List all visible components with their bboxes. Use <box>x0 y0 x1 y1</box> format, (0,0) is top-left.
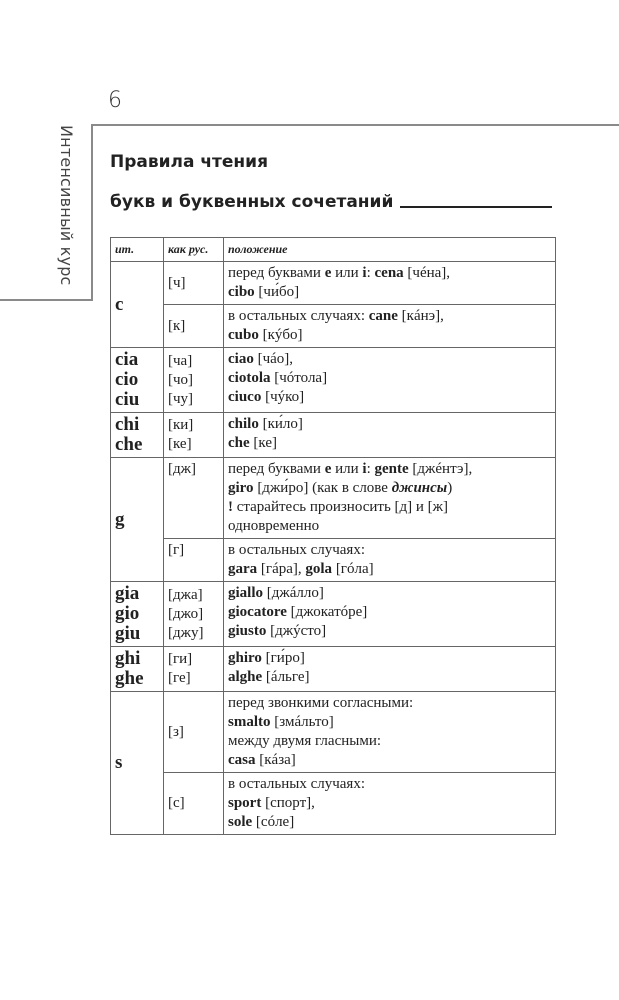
example-word: giocatore <box>228 604 287 620</box>
russian-sound: [ке] <box>168 436 192 452</box>
description-line <box>228 434 551 453</box>
description-text: [чи́бо] <box>254 284 300 300</box>
description-line <box>228 460 551 479</box>
example-word: ! <box>228 499 233 515</box>
italian-letter: c <box>115 293 124 315</box>
description-text: или <box>331 265 363 281</box>
example-word: e <box>324 461 332 477</box>
russian-sound-cell <box>164 262 224 305</box>
description-text: [джáлло] <box>263 585 324 601</box>
example-word: gola <box>305 561 333 577</box>
example-word: sport <box>228 795 262 811</box>
russian-sound: [ге] <box>168 670 191 686</box>
description-line <box>228 668 551 687</box>
position-description-cell <box>224 413 556 458</box>
russian-sound-cell <box>164 348 224 413</box>
description-text: перед буквами <box>228 265 325 281</box>
italian-letters-cell <box>111 582 164 647</box>
description-text: [гáра], <box>257 561 306 577</box>
russian-sound: [чу] <box>168 390 194 407</box>
example-italic: джинсы <box>391 480 448 496</box>
example-word: gente <box>374 461 409 477</box>
section-title-line-2: букв и буквенных сочетаний <box>110 192 394 212</box>
description-line <box>228 415 551 434</box>
description-text: [гóла] <box>332 561 374 577</box>
italian-letters-cell <box>111 458 164 582</box>
position-description-cell <box>224 458 556 539</box>
position-description-cell <box>224 348 556 413</box>
italian-letters-cell <box>111 413 164 458</box>
description-line <box>228 560 551 579</box>
russian-sound: [ги] <box>168 651 193 667</box>
description-line <box>228 732 551 751</box>
russian-sound: [чо] <box>168 371 194 388</box>
russian-sound: [ки] <box>168 417 194 433</box>
position-description-cell <box>224 647 556 692</box>
italian-letter: ghe <box>115 668 144 689</box>
example-word: ciotola <box>228 370 271 386</box>
example-word: gara <box>228 561 258 577</box>
example-word: i <box>362 461 367 477</box>
description-text: [сóле] <box>252 814 295 830</box>
table-header-row <box>111 238 556 262</box>
example-word: che <box>228 435 250 451</box>
description-text: [ги́ро] <box>261 650 305 666</box>
title-underline <box>400 206 552 208</box>
description-line <box>228 264 551 283</box>
example-word: smalto <box>228 714 271 730</box>
table-row <box>111 647 556 692</box>
example-word: ciao <box>228 351 254 367</box>
description-text: ) <box>447 480 453 496</box>
russian-sound-cell <box>164 539 224 582</box>
italian-letter: chi <box>115 414 140 435</box>
example-word: cane <box>368 308 398 324</box>
position-description-cell <box>224 539 556 582</box>
header-russian-sound: как рус. <box>164 238 224 262</box>
position-description-cell <box>224 582 556 647</box>
description-text: в остальных случаях: <box>228 308 369 324</box>
reading-rules-table <box>110 237 556 835</box>
example-word: giallo <box>228 585 264 601</box>
description-text: [джéнтэ], <box>408 461 473 477</box>
example-word: ciuco <box>228 389 262 405</box>
description-text: [чóтола] <box>270 370 328 386</box>
description-text: : <box>366 461 375 477</box>
russian-sound-cell <box>164 773 224 835</box>
side-rule <box>91 124 93 301</box>
russian-sound: [дж] <box>168 461 196 477</box>
russian-sound: [ча] <box>168 352 193 369</box>
italian-letters-cell <box>111 348 164 413</box>
russian-sound: [з] <box>168 723 184 740</box>
italian-letter: giu <box>115 623 141 644</box>
side-bottom-rule <box>0 299 93 301</box>
italian-letter: ciu <box>115 389 140 410</box>
description-text: [ке] <box>249 435 277 451</box>
position-description-cell <box>224 692 556 773</box>
example-word: sole <box>228 814 253 830</box>
description-line <box>228 584 551 603</box>
description-text: между двумя гласными: <box>228 733 382 749</box>
table-row <box>111 539 556 582</box>
russian-sound: [к] <box>168 317 186 334</box>
description-line <box>228 307 551 326</box>
description-text: старайтесь произносить [д] и [ж] <box>233 499 449 515</box>
description-line <box>228 326 551 345</box>
example-word: i <box>362 265 367 281</box>
description-text: [кáнэ], <box>397 308 444 324</box>
description-line <box>228 603 551 622</box>
table-row <box>111 582 556 647</box>
description-line <box>228 794 551 813</box>
position-description-cell <box>224 305 556 348</box>
description-line <box>228 813 551 832</box>
description-line <box>228 388 551 407</box>
description-line <box>228 517 551 536</box>
section-title-line-1: Правила чтения <box>110 152 269 172</box>
description-text: перед звонкими согласными: <box>228 695 414 711</box>
description-text: [чéна], <box>403 265 451 281</box>
description-line <box>228 479 551 498</box>
description-text: [чáо], <box>253 351 294 367</box>
description-line <box>228 369 551 388</box>
russian-sound: [джо] <box>168 605 204 622</box>
table-body <box>111 262 556 835</box>
table-row <box>111 413 556 458</box>
description-text: [чýко] <box>261 389 305 405</box>
description-line <box>228 751 551 770</box>
russian-sound: [джу] <box>168 624 204 641</box>
table-row <box>111 773 556 835</box>
example-word: cibo <box>228 284 255 300</box>
description-line <box>228 498 551 517</box>
example-word: cena <box>374 265 404 281</box>
description-text: [áльге] <box>262 669 310 685</box>
header-italian: ит. <box>111 238 164 262</box>
italian-letter: gio <box>115 603 140 624</box>
description-text: [джокатóре] <box>286 604 368 620</box>
italian-letters-cell <box>111 692 164 835</box>
description-text: [кýбо] <box>258 327 303 343</box>
header-position: положение <box>224 238 556 262</box>
russian-sound-cell <box>164 647 224 692</box>
page-number: 6 <box>108 88 122 113</box>
description-line <box>228 713 551 732</box>
italian-letters-cell <box>111 262 164 348</box>
position-description-cell <box>224 773 556 835</box>
russian-sound: [с] <box>168 795 185 811</box>
example-word: giro <box>228 480 254 496</box>
italian-letter: cio <box>115 369 139 390</box>
table-row <box>111 458 556 539</box>
russian-sound-cell <box>164 458 224 539</box>
description-text: [кáза] <box>255 752 296 768</box>
description-text: : <box>366 265 375 281</box>
description-text: [ки́ло] <box>258 416 303 432</box>
italian-letter: ghi <box>115 648 141 669</box>
description-line <box>228 649 551 668</box>
italian-letter: che <box>115 434 143 455</box>
description-text: [спорт], <box>261 795 315 811</box>
table-row <box>111 692 556 773</box>
italian-letter: g <box>115 508 125 530</box>
russian-sound-cell <box>164 413 224 458</box>
description-line <box>228 283 551 302</box>
example-word: casa <box>228 752 256 768</box>
description-text: в остальных случаях: <box>228 542 365 558</box>
italian-letter: gia <box>115 583 140 604</box>
table-row <box>111 305 556 348</box>
italian-letters-cell <box>111 647 164 692</box>
description-line <box>228 694 551 713</box>
description-text: [змáльто] <box>270 714 334 730</box>
description-text: перед буквами <box>228 461 325 477</box>
description-text: [джи́ро] (как в слове <box>253 480 392 496</box>
italian-letter: cia <box>115 349 139 370</box>
description-text: в остальных случаях: <box>228 776 365 792</box>
example-word: alghe <box>228 669 263 685</box>
header-rule <box>92 124 619 126</box>
description-text: [джýсто] <box>266 623 327 639</box>
example-word: giusto <box>228 623 267 639</box>
description-line <box>228 350 551 369</box>
russian-sound-cell <box>164 305 224 348</box>
running-head-side-label: Интенсивный курс <box>57 125 76 286</box>
italian-letter: s <box>115 752 123 773</box>
description-line <box>228 622 551 641</box>
example-word: cubo <box>228 327 259 343</box>
description-text: или <box>331 461 363 477</box>
russian-sound-cell <box>164 582 224 647</box>
russian-sound: [ч] <box>168 274 186 291</box>
russian-sound-cell <box>164 692 224 773</box>
russian-sound: [г] <box>168 542 185 558</box>
position-description-cell <box>224 262 556 305</box>
example-word: ghiro <box>228 650 262 666</box>
example-word: chilo <box>228 416 259 432</box>
table-row <box>111 262 556 305</box>
description-text: одновременно <box>228 518 320 534</box>
example-word: e <box>324 265 332 281</box>
description-line <box>228 541 551 560</box>
table-row <box>111 348 556 413</box>
description-line <box>228 775 551 794</box>
russian-sound: [джа] <box>168 586 203 603</box>
